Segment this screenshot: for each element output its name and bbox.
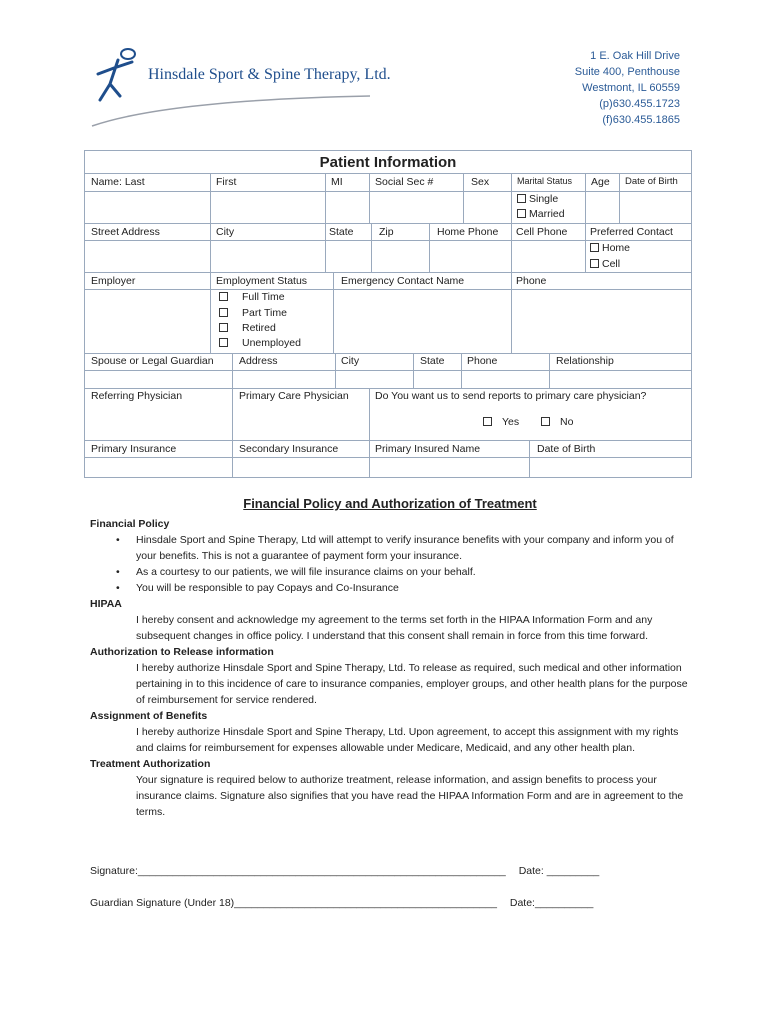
checkbox-label: Home — [602, 242, 631, 254]
checkbox-label: Married — [529, 208, 565, 220]
label-date-of-birth: Date of Birth — [625, 176, 678, 187]
label-cell-phone: Cell Phone — [516, 226, 568, 238]
hipaa-heading: HIPAA — [90, 598, 122, 610]
checkbox-icon — [590, 243, 599, 252]
label-employer: Employer — [91, 275, 136, 287]
date-line[interactable]: Date: _________ — [518, 865, 600, 877]
financial-policy-heading: Financial Policy — [90, 518, 170, 530]
checkbox-retired[interactable] — [219, 322, 276, 334]
label-mi: MI — [331, 176, 343, 188]
checkbox-single[interactable] — [517, 193, 558, 205]
checkbox-icon — [219, 308, 228, 317]
label-primary-care-physician: Primary Care Physician — [239, 390, 349, 402]
label-state-2: State — [420, 355, 445, 367]
checkbox-married[interactable] — [517, 208, 565, 220]
label-first: First — [216, 176, 237, 188]
label-preferred-contact: Preferred Contact — [590, 226, 673, 238]
checkbox-label: No — [560, 416, 574, 428]
checkbox-label: Full Time — [242, 291, 285, 303]
company-logo — [88, 44, 391, 134]
label-secondary-insurance: Secondary Insurance — [239, 443, 339, 455]
assignment-heading: Assignment of Benefits — [90, 710, 208, 722]
label-send-reports: Do You want us to send reports to primary care physician? — [375, 390, 647, 402]
label-insured-date-of-birth: Date of Birth — [537, 443, 596, 455]
guardian-signature-line[interactable]: Guardian Signature (Under 18)_____________________________________________ — [90, 897, 497, 909]
checkbox-icon — [483, 417, 492, 426]
form-title: Patient Information — [319, 154, 457, 171]
label-ssn: Social Sec # — [375, 176, 434, 188]
label-marital-status: Marital Status — [517, 176, 573, 186]
hipaa-text: I hereby consent and acknowledge my agreement to the terms set forth in the HIPAA Information Form and any subsequent changes in office policy. I understand that this consent shall remain in force from this time forward. — [136, 614, 653, 642]
phone-line: (p)630.455.1723 — [599, 98, 680, 110]
guardian-date-line[interactable]: Date:__________ — [509, 897, 594, 909]
checkbox-label: Cell — [602, 258, 621, 270]
financial-policy-section — [90, 496, 690, 820]
label-state: State — [329, 226, 354, 238]
checkbox-cell[interactable] — [590, 258, 620, 270]
signature-row[interactable] — [90, 865, 599, 877]
checkbox-full-time[interactable] — [219, 291, 285, 303]
checkbox-icon — [541, 417, 550, 426]
treatment-heading: Treatment Authorization — [90, 758, 211, 770]
checkbox-icon — [590, 259, 599, 268]
checkbox-unemployed[interactable] — [219, 337, 301, 349]
label-city-2: City — [341, 355, 360, 367]
checkbox-icon — [517, 194, 526, 203]
fax-line: (f)630.455.1865 — [602, 114, 680, 126]
checkbox-icon — [219, 292, 228, 301]
list-item: • Hinsdale Sport and Spine Therapy, Ltd will attempt to verify insurance benefits with your company and inform you of your benefits. This is not a guarantee of payment form your insurance. — [136, 532, 690, 564]
checkbox-yes[interactable] — [483, 416, 519, 428]
runner-logo-icon — [88, 44, 388, 134]
release-text: I hereby authorize Hinsdale Sport and Spine Therapy, Ltd. To release as required, such medical and other information pertaining in to this incidence of care to insurance companies, employer groups, and other health plans for the purpose of reimbursement for service rendered. — [136, 662, 688, 706]
label-relationship: Relationship — [556, 355, 614, 367]
assignment-text: I hereby authorize Hinsdale Sport and Spine Therapy, Ltd. Upon agreement, to accept this assignment with my rights and claims for reimbursement for expenses allowable under Medicare, Medicaid, and any other health plan. — [136, 726, 679, 754]
checkbox-no[interactable] — [541, 416, 573, 428]
list-item: • You will be responsible to pay Copays and Co-Insurance — [136, 580, 690, 596]
checkbox-home[interactable] — [590, 242, 630, 254]
signature-line[interactable]: Signature:_______________________________________________________________ — [90, 865, 506, 877]
checkbox-label: Yes — [502, 416, 520, 428]
list-item: • As a courtesy to our patients, we will file insurance claims on your behalf. — [136, 564, 690, 580]
checkbox-icon — [219, 338, 228, 347]
label-sex: Sex — [471, 176, 490, 188]
label-age: Age — [591, 176, 610, 188]
address-line: Westmont, IL 60559 — [582, 82, 680, 94]
label-phone: Phone — [516, 275, 547, 287]
checkbox-icon — [219, 323, 228, 332]
checkbox-label: Unemployed — [242, 337, 301, 349]
label-address: Address — [239, 355, 278, 367]
label-referring-physician: Referring Physician — [91, 390, 183, 402]
patient-information-form — [84, 150, 692, 478]
company-name: Hinsdale Sport & Spine Therapy, Ltd. — [148, 66, 391, 83]
label-emergency-contact: Emergency Contact Name — [341, 275, 465, 287]
label-zip: Zip — [379, 226, 394, 238]
address-line: Suite 400, Penthouse — [574, 66, 680, 78]
label-name-last: Name: Last — [91, 176, 145, 188]
checkbox-label: Part Time — [242, 307, 287, 319]
financial-policy-list — [90, 532, 690, 596]
label-primary-insured-name: Primary Insured Name — [375, 443, 481, 455]
label-employment-status: Employment Status — [216, 275, 308, 287]
release-heading: Authorization to Release information — [90, 646, 274, 658]
label-street-address: Street Address — [91, 226, 160, 238]
checkbox-part-time[interactable] — [219, 307, 287, 319]
checkbox-icon — [517, 209, 526, 218]
checkbox-label: Single — [529, 193, 559, 205]
company-address — [575, 48, 680, 128]
treatment-text: Your signature is required below to authorize treatment, release information, and assign benefits to process your insurance claims. Signature also signifies that you have read the HIPAA Information Form and are in agreement to the terms. — [136, 774, 684, 818]
label-phone-2: Phone — [467, 355, 498, 367]
label-primary-insurance: Primary Insurance — [91, 443, 177, 455]
checkbox-label: Retired — [242, 322, 276, 334]
label-home-phone: Home Phone — [437, 226, 499, 238]
policy-title: Financial Policy and Authorization of Treatment — [243, 496, 537, 511]
address-line: 1 E. Oak Hill Drive — [590, 50, 680, 62]
label-spouse-guardian: Spouse or Legal Guardian — [91, 355, 214, 367]
guardian-signature-row[interactable] — [90, 897, 593, 909]
label-city: City — [216, 226, 235, 238]
